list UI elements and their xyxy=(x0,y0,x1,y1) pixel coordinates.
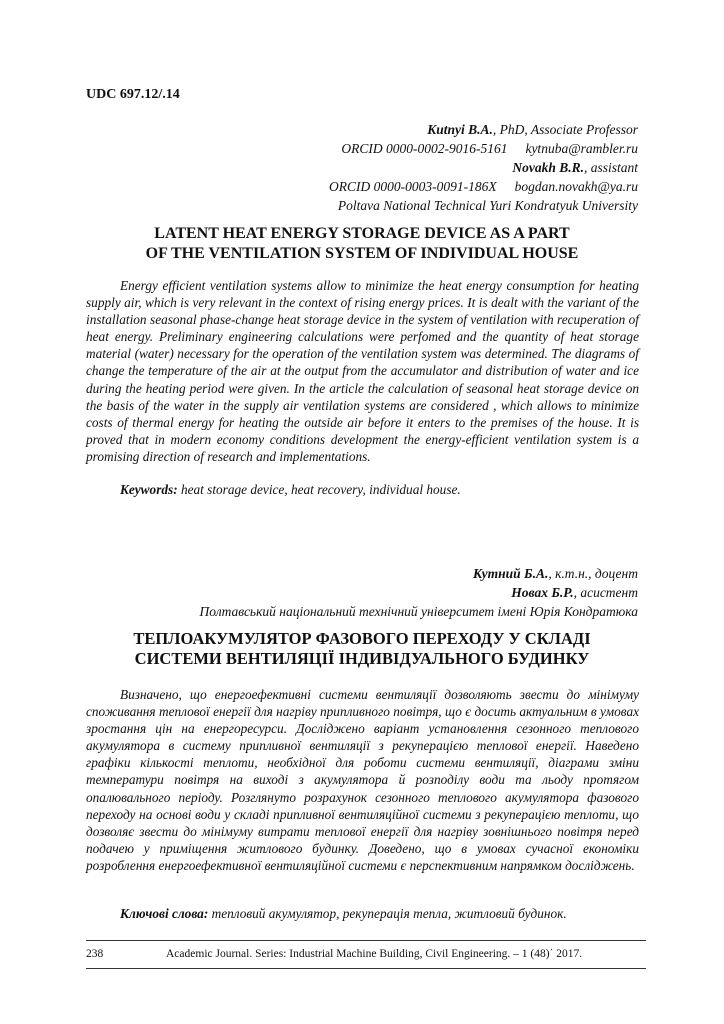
author2-line-ua xyxy=(200,583,638,602)
affiliation-en: Poltava National Technical Yuri Kondratyuk University xyxy=(337,198,638,213)
paper-title-en xyxy=(86,224,638,264)
author2-orcid-en: ORCID 0000-0003-0091-186X xyxy=(328,179,497,194)
author2-role-ua: , асистент xyxy=(573,585,638,600)
author1-role-ua: , к.т.н., доцент xyxy=(548,566,638,581)
footer-bottom-rule xyxy=(86,968,646,969)
keywords-text-en: heat storage device, heat recovery, individual house. xyxy=(177,482,461,497)
author1-name-en: Kutnyi B.A. xyxy=(427,122,493,137)
author2-email-en[interactable]: bogdan.novakh@ya.ru xyxy=(514,179,638,194)
keywords-en xyxy=(86,481,639,498)
affiliation-ua: Полтавський національний технічний університет імені Юрія Кондратюка xyxy=(199,604,638,619)
author1-email-en[interactable]: kytnuba@rambler.ru xyxy=(525,141,638,156)
author1-line-en xyxy=(329,120,638,139)
author1-line-ua xyxy=(200,564,638,583)
authors-block-en xyxy=(329,120,638,215)
keywords-text-ua: тепловий акумулятор, рекуперація тепла, житловий будинок. xyxy=(208,906,567,921)
title-ua-line2: СИСТЕМИ ВЕНТИЛЯЦІЇ ІНДИВІДУАЛЬНОГО БУДИНКУ xyxy=(134,649,590,668)
keywords-label-en: Keywords: xyxy=(120,482,178,497)
keywords-label-ua: Ключові слова: xyxy=(120,906,209,921)
author1-orcid-en: ORCID 0000-0002-9016-5161 xyxy=(341,141,508,156)
author2-line-en xyxy=(329,158,638,177)
udc-code: UDC 697.12/.14 xyxy=(86,87,180,102)
abstract-ua: Визначено, що енергоефективні системи вентиляції дозволяють звести до мінімуму споживання теплової енергії для нагріву припливного повітря, що є досить актуальним в умовах зростання цін на енергоресурси. Досліджено варіант установлення сезонного теплового акумулятора в систему припливної вентиляції з рекуперацією теплової енергії. Наведено графіки кількості теплоти, необхідної для роботи системи вентиляції, діаграми зміни температури повітря на виході з акумулятора й розподілу води та льоду протягом опалювального періоду. Розглянуто розрахунок сезонного теплового акумулятора фазового переходу на основі води у складі припливної вентиляційної системи з рекуперацією теплоти, що дозволяє звести до мінімуму витрати теплової енергії для нагріву зовнішнього повітря перед подачею у приміщення житлового будинку. Доведено, що в умовах сучасної економіки розроблення енергоефективної вентиляційної системи є перспективним напрямком досліджень. xyxy=(86,687,639,873)
author2-name-ua: Новах Б.Р. xyxy=(511,585,574,600)
title-en-line1: LATENT HEAT ENERGY STORAGE DEVICE AS A PART xyxy=(154,225,570,242)
author1-orcid-line-en xyxy=(329,139,638,158)
abstract-en: Energy efficient ventilation systems allow to minimize the heat energy consumption for heating supply air, which is very relevant in the context of rising energy prices. It is dealt with the variant of the installation seasonal phase-change heat storage device in the system of ventilation with recuperation of heat energy. Preliminary engineering calculations were perfomed and the quantity of heat storage material (water) necessary for the operation of the ventilation system was determined. The diagrams of change the temperature of the air at the output from the accumulator and distribution of water and ice during the heating period were given. In the article the calculation of seasonal heat storage device on the basis of the water in the supply air ventilation systems are considered , which allows to minimize costs of thermal energy for heating the outside air before it enters to the premises of the house. It is proved that in modern economy conditions development the energy-efficient ventilation system is a promising direction of research and implementations. xyxy=(86,278,639,464)
paper-title-ua xyxy=(86,629,638,669)
footer-top-rule xyxy=(86,940,646,941)
author2-orcid-line-en xyxy=(329,177,638,196)
title-ua-line1: ТЕПЛОАКУМУЛЯТОР ФАЗОВОГО ПЕРЕХОДУ У СКЛАДІ xyxy=(133,629,591,648)
author1-role-en: , PhD, Associate Professor xyxy=(492,122,638,137)
author2-name-en: Novakh B.R. xyxy=(512,160,584,175)
author2-role-en: , assistant xyxy=(583,160,638,175)
page-number: 238 xyxy=(86,948,104,960)
authors-block-ua xyxy=(200,564,638,621)
keywords-ua xyxy=(86,905,639,922)
author1-name-ua: Кутний Б.А. xyxy=(473,566,549,581)
journal-citation: Academic Journal. Series: Industrial Machine Building, Civil Engineering. – 1 (48)΄ 2017. xyxy=(166,948,583,960)
title-en-line2: OF THE VENTILATION SYSTEM OF INDIVIDUAL HOUSE xyxy=(145,245,579,262)
